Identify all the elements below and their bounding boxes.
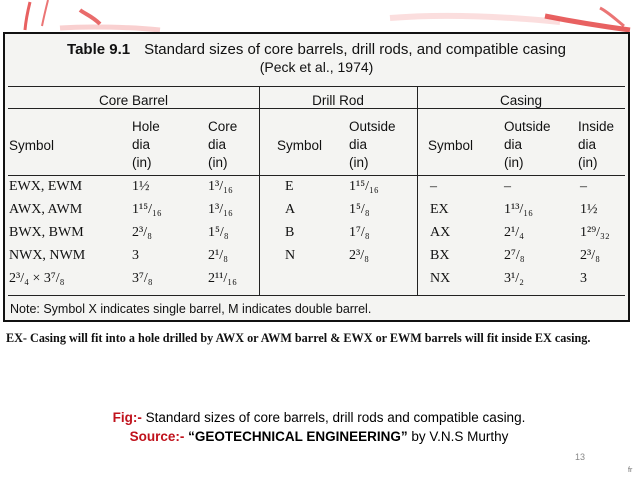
table-cell: BWX, BWM <box>9 225 84 240</box>
divider-cb-dr <box>259 87 260 295</box>
header-cs-inside <box>578 118 614 172</box>
table-cell: 1¹⁵/₁₆ <box>132 202 162 217</box>
table-cell: 2³/₈ <box>580 248 600 263</box>
table-cell: 2¹/₈ <box>208 248 228 263</box>
explanation-text: EX- Casing will fit into a hole drilled by AWX or AWM barrel & EWX or EWM barrels will fit inside EX casing. <box>6 331 591 345</box>
table-cell: 3¹/₂ <box>504 271 524 286</box>
table-number: Table 9.1 <box>67 41 131 58</box>
header-line: (in) <box>132 155 152 170</box>
source-label: Source:- <box>129 429 185 444</box>
header-cs-outside <box>504 118 551 172</box>
group-drill-rod: Drill Rod <box>312 93 364 108</box>
table-cell: NX <box>430 271 451 286</box>
table-cell: NWX, NWM <box>9 248 86 263</box>
header-line: (in) <box>349 155 369 170</box>
table-cell: – <box>580 179 587 194</box>
group-casing: Casing <box>499 93 543 108</box>
figure-caption <box>0 410 638 425</box>
divider-dr-cs <box>417 87 418 295</box>
table-title-text: Standard sizes of core barrels, drill rods, and compatible casing <box>144 41 566 58</box>
table-cell: 1²⁹/₃₂ <box>580 225 610 240</box>
source-line <box>0 429 638 444</box>
table-cell: EWX, EWM <box>9 179 83 194</box>
page-number: 13 <box>575 452 586 462</box>
header-cb-hole <box>132 118 160 172</box>
table-cell: 2³/₈ <box>132 225 152 240</box>
table-cell: 1¹³/₁₆ <box>504 202 534 217</box>
header-line: dia <box>504 137 523 152</box>
group-core-barrel: Core Barrel <box>98 93 169 108</box>
table-cell: A <box>285 202 296 217</box>
table-cell: AWX, AWM <box>9 202 83 217</box>
table-cell: B <box>285 225 295 240</box>
table-cell: 3⁷/₈ <box>132 271 153 286</box>
header-line: dia <box>132 137 151 152</box>
header-cb-symbol: Symbol <box>9 138 55 153</box>
header-line: dia <box>208 137 227 152</box>
fig-text: Standard sizes of core barrels, drill rods and compatible casing. <box>141 410 526 425</box>
table-cell: AX <box>430 225 451 240</box>
corner-mark: fr <box>628 467 633 474</box>
table-cell: 2¹/₄ <box>504 225 524 240</box>
table-cell: 2³/₄ × 3⁷/₈ <box>9 271 65 286</box>
header-line: (in) <box>504 155 524 170</box>
rule-header <box>8 175 625 176</box>
header-line: Inside <box>578 119 615 134</box>
table-subtitle: (Peck et al., 1974) <box>259 59 374 75</box>
table-cell: 1⁵/₈ <box>349 202 370 217</box>
table-note: Note: Symbol X indicates single barrel, M indicates double barrel. <box>10 302 372 316</box>
core-barrel-table-image <box>3 32 630 322</box>
header-cs-symbol: Symbol <box>428 138 474 153</box>
table-cell: 3 <box>580 271 587 286</box>
table-cell: – <box>430 179 437 194</box>
header-line: dia <box>578 137 597 152</box>
header-line: (in) <box>208 155 228 170</box>
header-line: Core <box>208 119 238 134</box>
rule-bottom <box>8 295 625 296</box>
header-line: dia <box>349 137 368 152</box>
source-author: by V.N.S Murthy <box>407 429 509 444</box>
header-dr-outside <box>349 118 396 172</box>
table-cell: E <box>285 179 294 194</box>
table-cell: BX <box>430 248 450 263</box>
table-cell: 1³/₁₆ <box>208 179 233 194</box>
table-title <box>5 40 628 59</box>
table-cell: – <box>504 179 511 194</box>
header-line: Hole <box>132 119 160 134</box>
header-line: (in) <box>578 155 598 170</box>
table-cell: 2³/₈ <box>349 248 369 263</box>
header-cb-core <box>208 118 237 172</box>
table-cell: 1⁵/₈ <box>208 225 229 240</box>
table-cell: EX <box>430 202 449 217</box>
table-cell: 3 <box>132 248 139 263</box>
header-line: Outside <box>349 119 396 134</box>
table-cell: 2¹¹/₁₆ <box>208 271 238 286</box>
table-cell: 1½ <box>580 202 598 217</box>
rule-top <box>8 86 625 87</box>
table-cell: 2⁷/₈ <box>504 248 525 263</box>
table-cell: 1³/₁₆ <box>208 202 233 217</box>
table-cell: 1⁷/₈ <box>349 225 370 240</box>
fig-label: Fig:- <box>112 410 142 425</box>
table-cell: N <box>285 248 296 263</box>
source-title: “GEOTECHNICAL ENGINEERING” <box>184 429 408 444</box>
header-line: Outside <box>504 119 551 134</box>
header-dr-symbol: Symbol <box>277 138 323 153</box>
table-cell: 1¹⁵/₁₆ <box>349 179 379 194</box>
table-cell: 1½ <box>132 179 150 194</box>
